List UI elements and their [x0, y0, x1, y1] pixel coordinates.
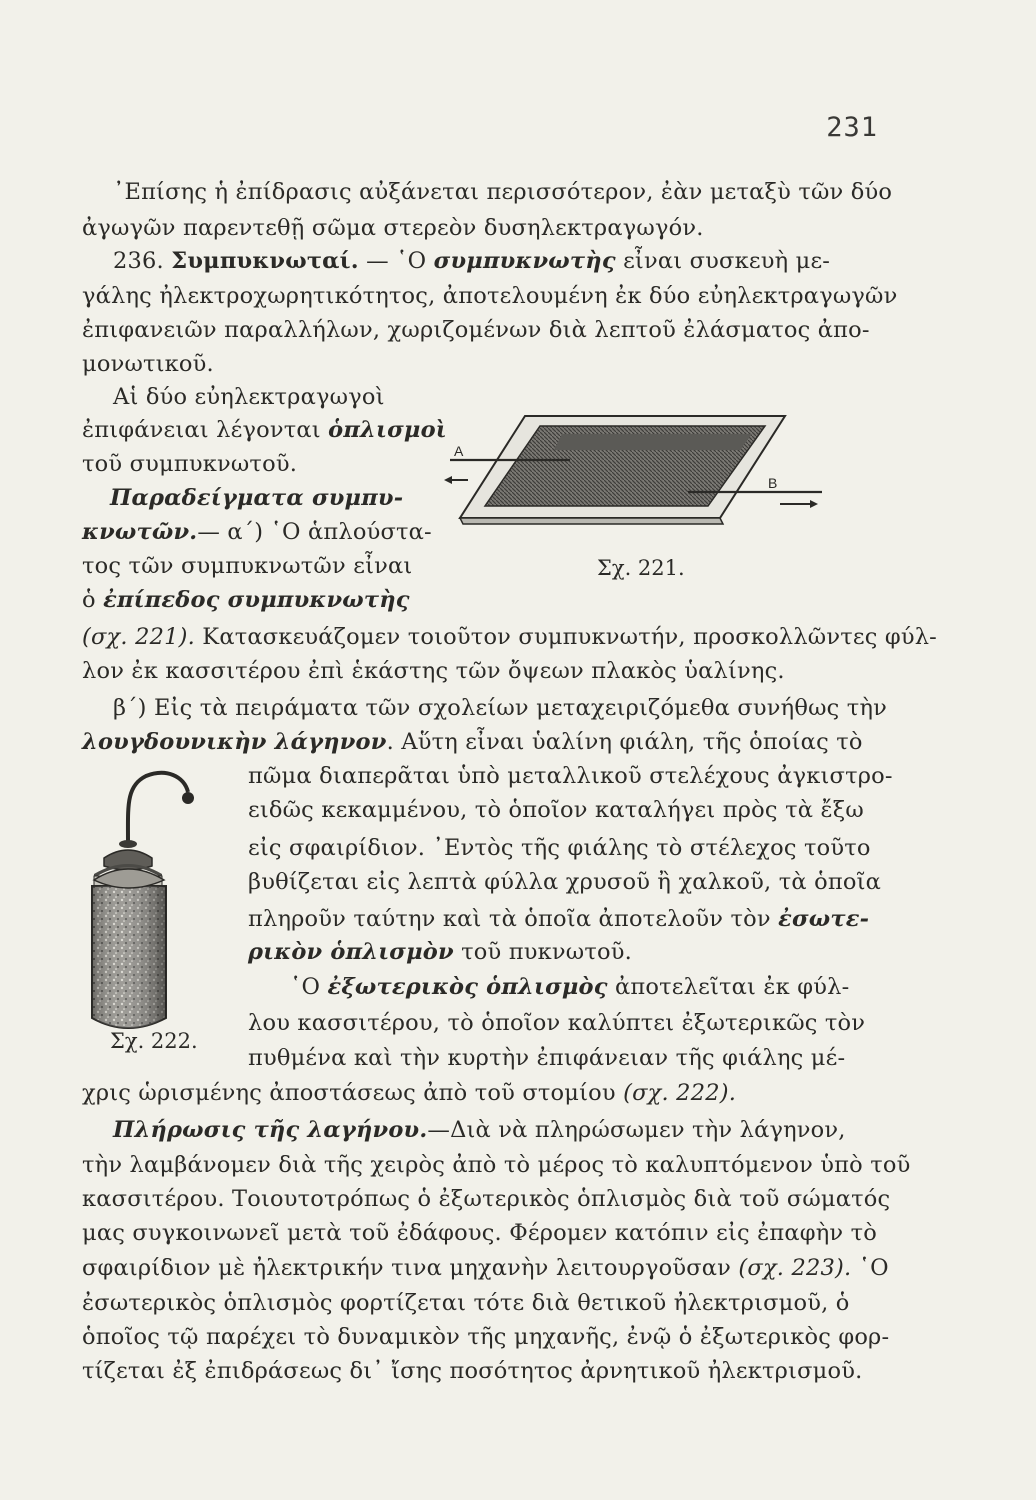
subheading-examples: Παραδείγματα συμπυ-	[110, 485, 404, 511]
term-leyden-jar: λουγδουνικὴν λάγηνον	[82, 729, 387, 755]
text-run: Κατασκευάζομεν τοιοῦτον συμπυκνωτήν, προσκολλῶντες φύλ-	[194, 624, 937, 650]
paragraph-line	[290, 972, 849, 1002]
figure-221-flat-capacitor	[440, 408, 840, 538]
label-a: A	[454, 443, 464, 459]
paragraph-line: μονωτικοῦ.	[82, 351, 214, 377]
text-run: τοῦ πυκνωτοῦ.	[453, 939, 632, 965]
paragraph-line	[248, 904, 869, 934]
figure-reference: (σχ. 221).	[82, 624, 195, 650]
paragraph-line	[82, 517, 432, 547]
text-run: ἐπιφάνειαι λέγονται	[82, 417, 329, 443]
paragraph-line: τίζεται ἐξ ἐπιδράσεως δι᾿ ἴσης ποσότητος ἀρνητικοῦ ἠλεκτρισμοῦ.	[82, 1358, 863, 1384]
hook-rod	[128, 773, 188, 842]
paragraph-line	[82, 727, 863, 757]
paragraph-line: τὴν λαμβάνομεν διὰ τῆς χειρὸς ἀπὸ τὸ μέρος τὸ καλυπτόμενον ὑπὸ τοῦ	[82, 1152, 911, 1178]
paragraph-line: ειδῶς κεκαμμένου, τὸ ὁποῖον καταλήγει πρὸς τὰ ἔξω	[248, 797, 864, 823]
text-run: ῾Ο	[290, 974, 328, 1000]
term-inner-armature: ρικὸν ὁπλισμὸν	[248, 939, 454, 965]
text-run: . Αὕτη εἶναι ὑαλίνη φιάλη, τῆς ὁποίας τὸ	[386, 729, 863, 755]
paragraph-line: πυθμένα καὶ τὴν κυρτὴν ἐπιφάνειαν τῆς φιάλης μέ-	[248, 1045, 846, 1071]
text-run: ὁ	[82, 587, 104, 613]
paragraph-line: ᾿Επίσης ἡ ἐπίδρασις αὐξάνεται περισσότερον, ἐὰν μεταξὺ τῶν δύο	[113, 179, 893, 205]
paragraph-line: μας συγκοινωνεῖ μετὰ τοῦ ἐδάφους. Φέρομεν κατόπιν εἰς ἐπαφὴν τὸ	[82, 1220, 878, 1246]
paragraph-line: β΄) Εἰς τὰ πειράματα τῶν σχολείων μεταχειριζόμεθα συνήθως τὴν	[113, 695, 888, 721]
figure-222-leyden-jar	[80, 762, 240, 1042]
paragraph-line: κασσιτέρου. Τοιουτοτρόπως ὁ ἐξωτερικὸς ὁπλισμὸς διὰ τοῦ σώματός	[82, 1186, 891, 1212]
text-run: ἐσωτε-	[778, 906, 870, 932]
paragraph-line: ὁποῖος τῷ παρέχει τὸ δυναμικὸν τῆς μηχανῆς, ἐνῷ ὁ ἐξωτερικὸς φορ-	[82, 1324, 890, 1350]
label-b: B	[768, 475, 778, 491]
paragraph-line: Αἱ δύο εὐηλεκτραγωγοὶ	[113, 384, 385, 410]
paragraph-line: γάλης ἠλεκτροχωρητικότητος, ἀποτελουμένη ἐκ δύο εὐηλεκτραγωγῶν	[82, 283, 898, 309]
knob-ball	[182, 792, 194, 804]
paragraph-line: ἐσωτερικὸς ὁπλισμὸς φορτίζεται τότε διὰ θετικοῦ ἠλεκτρισμοῦ, ὁ	[82, 1290, 850, 1316]
paragraph-line	[248, 937, 632, 967]
paragraph-line	[82, 622, 937, 652]
subheading-filling: Πλήρωσις τῆς λαγήνου.	[113, 1117, 428, 1143]
text-run: ῾Ο	[851, 1255, 889, 1281]
paragraph-line: λον ἐκ κασσιτέρου ἐπὶ ἑκάστης τῶν ὄψεων πλακὸς ὑαλίνης.	[82, 658, 785, 684]
figure-222-caption: Σχ. 222.	[110, 1029, 198, 1053]
paragraph-line	[113, 1115, 846, 1145]
text-run: ἀποτελεῖται ἐκ φύλ-	[607, 974, 850, 1000]
figure-reference: (σχ. 223).	[738, 1255, 852, 1281]
paragraph-line: εἰς σφαιρίδιον. ᾿Εντὸς τῆς φιάλης τὸ στέλεχος τοῦτο	[248, 835, 871, 861]
paragraph-line: τος τῶν συμπυκνωτῶν εἶναι	[82, 553, 413, 579]
section-title: Συμπυκνωταί.	[171, 248, 359, 274]
paragraph-line: πῶμα διαπερᾶται ὑπὸ μεταλλικοῦ στελέχους ἀγκιστρο-	[248, 763, 893, 789]
text-run: — α΄) ῾Ο ἁπλούστα-	[197, 519, 432, 545]
paragraph-line: τοῦ συμπυκνωτοῦ.	[82, 451, 298, 477]
text-run: χρις ὡρισμένης ἀποστάσεως ἀπὸ τοῦ στομίου	[82, 1080, 624, 1106]
text-run: εἶναι συσκευὴ με-	[615, 248, 831, 274]
section-heading-line	[113, 246, 830, 276]
term-flat-capacitor: ἐπίπεδος συμπυκνωτὴς	[103, 587, 410, 613]
text-run: πληροῦν ταύτην καὶ τὰ ὁποῖα ἀποτελοῦν τὸν	[248, 906, 779, 932]
paragraph-line	[82, 415, 447, 445]
paragraph-line: ἀγωγῶν παρεντεθῇ σῶμα στερεὸν δυσηλεκτραγωγόν.	[82, 215, 704, 241]
text-run: σφαιρίδιον μὲ ἠλεκτρικήν τινα μηχανὴν λειτουργοῦσαν	[82, 1255, 739, 1281]
paragraph-line	[82, 1078, 736, 1108]
term-armatures: ὁπλισμοὶ	[328, 417, 447, 443]
page-number: 231	[826, 112, 878, 143]
figure-221-caption: Σχ. 221.	[597, 556, 685, 580]
paragraph-line: ἐπιφανειῶν παραλλήλων, χωριζομένων διὰ λεπτοῦ ἐλάσματος ἀπο-	[82, 317, 870, 343]
term-outer-armature: ἐξωτερικὸς ὁπλισμὸς	[327, 974, 608, 1000]
paragraph-line	[82, 1253, 889, 1283]
paragraph-line	[82, 585, 410, 615]
section-number: 236.	[113, 248, 164, 274]
text-run: — ῾Ο	[358, 248, 434, 274]
figure-reference: (σχ. 222).	[623, 1080, 737, 1106]
paragraph-line: βυθίζεται εἰς λεπτὰ φύλλα χρυσοῦ ἢ χαλκοῦ, τὰ ὁποῖα	[248, 869, 882, 895]
paragraph-line: λου κασσιτέρου, τὸ ὁποῖον καλύπτει ἐξωτερικῶς τὸν	[248, 1010, 866, 1036]
text-run: —Διὰ νὰ πληρώσωμεν τὴν λάγηνον,	[427, 1117, 846, 1143]
text-run: κνωτῶν.	[82, 519, 198, 545]
term-capacitor: συμπυκνωτὴς	[433, 248, 616, 274]
